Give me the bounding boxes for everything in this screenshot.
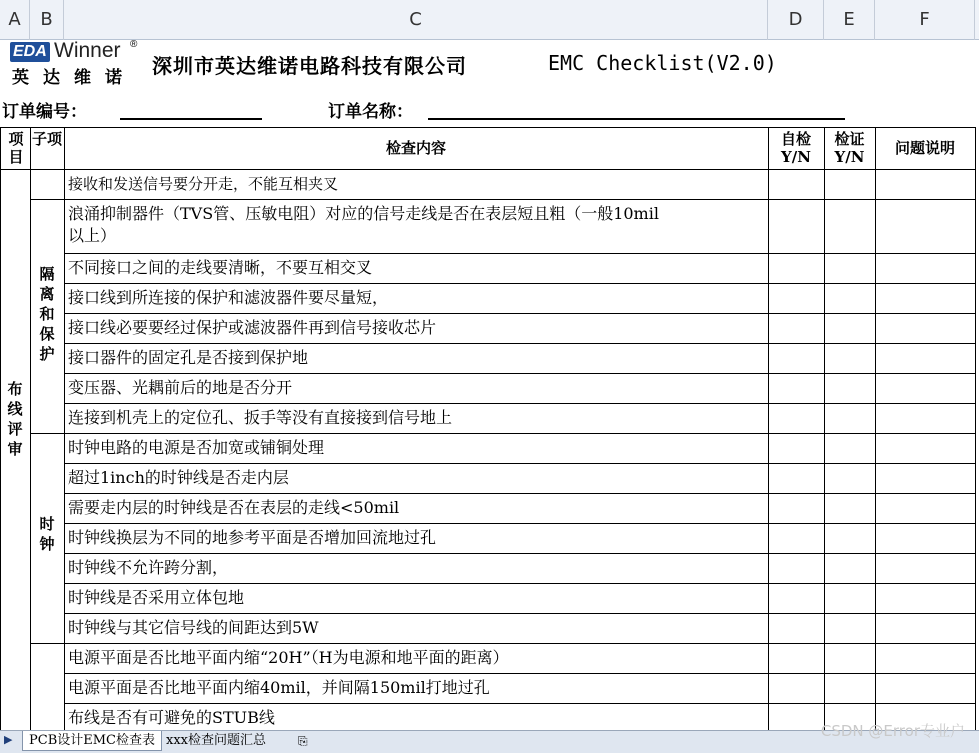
column-header-f[interactable]: F <box>875 0 975 40</box>
order-name-line[interactable] <box>428 118 845 120</box>
row-divider <box>64 283 975 284</box>
header-verify: 检证 Y/N <box>834 130 865 166</box>
group-label-clock: 时 钟 <box>39 515 55 553</box>
column-header-bar <box>0 0 979 40</box>
row-check-item: 布线是否有可避免的STUB线 <box>68 708 275 727</box>
row-check-item: 连接到机壳上的定位孔、扳手等没有直接接到信号地上 <box>68 408 453 427</box>
column-header-a[interactable]: A <box>0 0 30 40</box>
column-divider <box>975 127 976 732</box>
column-header-c[interactable]: C <box>64 0 768 40</box>
company-logo <box>10 39 138 88</box>
row-check-item: 电源平面是否比地平面内缩40mil，并间隔150mil打地过孔 <box>68 678 490 697</box>
sheet-tab-emc-checklist[interactable]: PCB设计EMC检查表 <box>22 731 162 751</box>
row-divider <box>64 463 975 464</box>
column-divider <box>824 127 825 732</box>
column-divider <box>64 127 65 732</box>
row-check-item: 浪涌抑制器件（TVS管、压敏电阻）对应的信号走线是否在表层短且粗（一般10mil <box>68 204 659 223</box>
column-header-e[interactable]: E <box>824 0 875 40</box>
order-number-label: 订单编号： <box>2 102 87 122</box>
row-check-item: 接口线必要要经过保护或滤波器件再到信号接收芯片 <box>68 318 437 337</box>
header-self-check: 自检 Y/N <box>780 130 811 166</box>
row-divider <box>64 673 975 674</box>
row-divider <box>64 553 975 554</box>
logo-chinese: 英达维诺 <box>12 68 136 88</box>
company-name: 深圳市英达维诺电路科技有限公司 <box>152 54 467 78</box>
header-issue: 问题说明 <box>894 139 955 157</box>
column-header-b[interactable]: B <box>30 0 64 40</box>
row-divider <box>30 433 975 434</box>
row-check-item: 超过1inch的时钟线是否走内层 <box>68 468 289 487</box>
row-check-item: 变压器、光耦前后的地是否分开 <box>68 378 293 397</box>
row-check-item: 时钟线换层为不同的地参考平面是否增加回流地过孔 <box>68 528 437 547</box>
column-header-d[interactable]: D <box>768 0 824 40</box>
row-divider <box>64 493 975 494</box>
row-check-item: 接口线到所连接的保护和滤波器件要尽量短， <box>68 288 389 307</box>
header-item: 项目 <box>8 130 24 166</box>
row-divider <box>64 613 975 614</box>
row-check-item: 时钟线是否采用立体包地 <box>68 588 245 607</box>
row-check-item: 电源平面是否比地平面内缩“20H”（H为电源和地平面的距离） <box>68 648 509 667</box>
column-divider <box>30 127 31 732</box>
column-divider <box>875 127 876 732</box>
row-divider <box>64 373 975 374</box>
row-check-item: 接口器件的固定孔是否接到保护地 <box>68 348 309 367</box>
row-divider <box>64 403 975 404</box>
row-check-item: 不同接口之间的走线要清晰，不要互相交叉 <box>68 258 373 277</box>
order-name-label: 订单名称： <box>328 102 413 122</box>
row-divider <box>64 343 975 344</box>
column-divider <box>0 127 1 732</box>
row-divider <box>64 523 975 524</box>
group-label-isolation: 隔 离 和 保 护 <box>39 265 55 363</box>
row-divider <box>64 253 975 254</box>
logo-eda: EDA <box>10 42 50 62</box>
row-check-item-continued: 以上） <box>68 226 117 245</box>
column-divider <box>768 127 769 732</box>
row-check-item: 时钟电路的电源是否加宽或铺铜处理 <box>68 438 325 457</box>
order-number-line[interactable] <box>120 118 262 120</box>
row-check-item: 时钟线与其它信号线的间距达到5W <box>68 618 319 637</box>
row-divider <box>64 703 975 704</box>
row-divider <box>64 313 975 314</box>
header-content: 检查内容 <box>385 139 446 157</box>
sheet-tab-issue-summary[interactable]: xxx检查问题汇总 <box>166 733 266 748</box>
logo-registered-mark: ® <box>130 39 138 50</box>
insert-sheet-icon[interactable]: ⎘ <box>298 734 308 748</box>
row-check-item: 时钟线不允许跨分割， <box>68 558 229 577</box>
table-border-top <box>0 127 975 128</box>
row-divider <box>30 643 975 644</box>
category-label: 布 线 评 审 <box>7 380 23 458</box>
row-check-item: 需要走内层的时钟线是否在表层的走线<50mil <box>68 498 400 517</box>
row-divider <box>0 169 975 170</box>
row-divider <box>64 583 975 584</box>
header-subitem: 子项 <box>32 130 63 148</box>
tab-nav-arrow-icon[interactable]: ▶ <box>4 733 13 746</box>
row-divider <box>30 199 975 200</box>
logo-winner: Winner <box>54 39 121 62</box>
row-check-item: 接收和发送信号要分开走，不能互相夹叉 <box>68 175 339 193</box>
watermark: CSDN @Error专业户 <box>820 722 965 740</box>
checklist-title: EMC Checklist(V2.0) <box>548 51 777 75</box>
